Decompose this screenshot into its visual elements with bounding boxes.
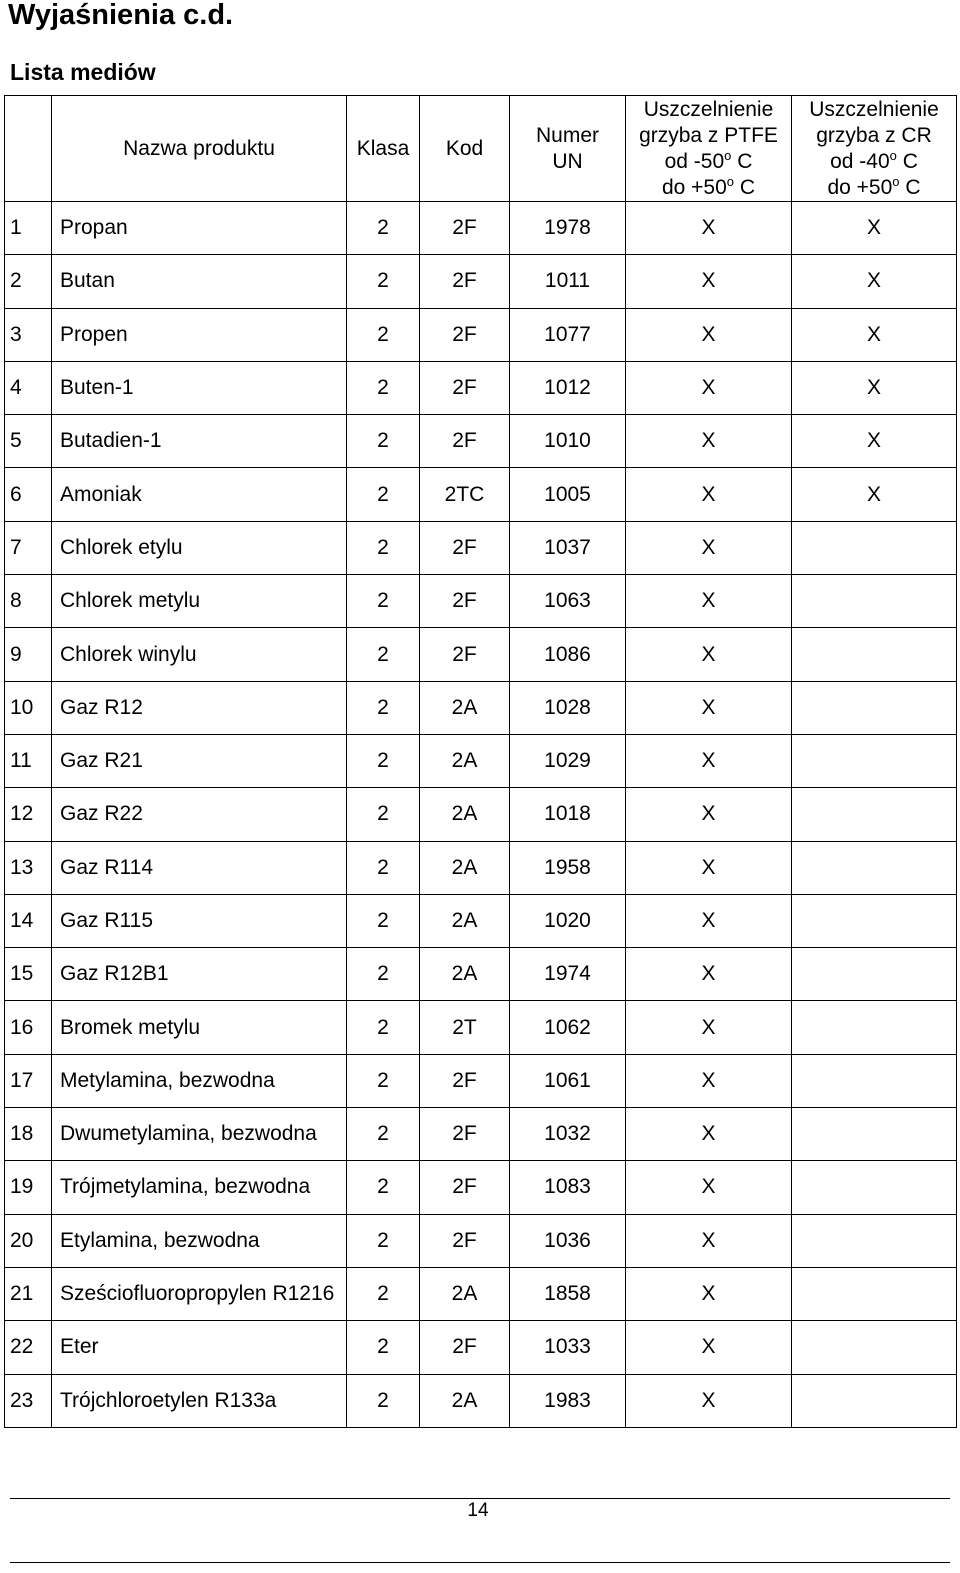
cell-un-number: 1012 xyxy=(510,361,626,414)
cell-cr-mark: X xyxy=(792,468,957,521)
cell-cr-mark xyxy=(792,575,957,628)
cell-un-number: 1858 xyxy=(510,1267,626,1320)
cell-number: 14 xyxy=(5,894,52,947)
cell-ptfe-mark: X xyxy=(626,202,792,255)
cell-number: 10 xyxy=(5,681,52,734)
cell-number: 20 xyxy=(5,1214,52,1267)
header-cr-seal xyxy=(792,96,957,202)
cell-ptfe-mark: X xyxy=(626,308,792,361)
cell-ptfe-mark: X xyxy=(626,361,792,414)
cell-un-number: 1011 xyxy=(510,255,626,308)
cell-code: 2A xyxy=(420,1267,510,1320)
cell-ptfe-mark: X xyxy=(626,1214,792,1267)
cell-ptfe-mark: X xyxy=(626,1108,792,1161)
cell-un-number: 1036 xyxy=(510,1214,626,1267)
header-un-number xyxy=(510,96,626,202)
cell-product-name: Butan xyxy=(52,255,347,308)
cell-number: 8 xyxy=(5,575,52,628)
cell-cr-mark xyxy=(792,734,957,787)
cell-class: 2 xyxy=(347,788,420,841)
cell-ptfe-mark: X xyxy=(626,788,792,841)
cell-un-number: 1033 xyxy=(510,1321,626,1374)
cell-number: 4 xyxy=(5,361,52,414)
cell-un-number: 1061 xyxy=(510,1054,626,1107)
cell-class: 2 xyxy=(347,255,420,308)
cell-number: 16 xyxy=(5,1001,52,1054)
cell-class: 2 xyxy=(347,948,420,1001)
cell-product-name: Gaz R115 xyxy=(52,894,347,947)
cell-ptfe-mark: X xyxy=(626,1321,792,1374)
header-cr-from: od -40 xyxy=(830,149,890,173)
cell-code: 2F xyxy=(420,521,510,574)
cell-cr-mark xyxy=(792,894,957,947)
cell-number: 5 xyxy=(5,415,52,468)
cell-code: 2F xyxy=(420,1054,510,1107)
header-ptfe-line2: grzyba z PTFE xyxy=(639,123,778,147)
degree-mark: o xyxy=(726,173,735,189)
table-row xyxy=(5,1321,957,1374)
cell-code: 2A xyxy=(420,841,510,894)
cell-code: 2A xyxy=(420,1374,510,1427)
cell-product-name: Sześciofluoropropylen R1216 xyxy=(52,1267,347,1320)
cell-cr-mark xyxy=(792,841,957,894)
cell-ptfe-mark: X xyxy=(626,681,792,734)
cell-product-name: Trójmetylamina, bezwodna xyxy=(52,1161,347,1214)
cell-ptfe-mark: X xyxy=(626,734,792,787)
header-ptfe-line1: Uszczelnienie xyxy=(643,97,774,121)
header-ptfe-unit: C xyxy=(731,149,753,173)
cell-number: 15 xyxy=(5,948,52,1001)
cell-number: 2 xyxy=(5,255,52,308)
cell-class: 2 xyxy=(347,1321,420,1374)
cell-ptfe-mark: X xyxy=(626,1001,792,1054)
cell-cr-mark xyxy=(792,1001,957,1054)
cell-product-name: Dwumetylamina, bezwodna xyxy=(52,1108,347,1161)
cell-cr-mark xyxy=(792,1321,957,1374)
table-row xyxy=(5,521,957,574)
cell-product-name: Gaz R12B1 xyxy=(52,948,347,1001)
cell-product-name: Gaz R22 xyxy=(52,788,347,841)
header-un-line1: Numer xyxy=(535,123,599,147)
cell-number: 3 xyxy=(5,308,52,361)
cell-un-number: 1077 xyxy=(510,308,626,361)
cell-un-number: 1063 xyxy=(510,575,626,628)
table-row xyxy=(5,1054,957,1107)
cell-un-number: 1974 xyxy=(510,948,626,1001)
cell-product-name: Bromek metylu xyxy=(52,1001,347,1054)
header-ptfe-unit: C xyxy=(734,175,756,199)
cell-product-name: Etylamina, bezwodna xyxy=(52,1214,347,1267)
table-row xyxy=(5,948,957,1001)
cell-cr-mark: X xyxy=(792,361,957,414)
cell-number: 22 xyxy=(5,1321,52,1374)
cell-class: 2 xyxy=(347,1161,420,1214)
cell-ptfe-mark: X xyxy=(626,521,792,574)
cell-cr-mark: X xyxy=(792,202,957,255)
header-number xyxy=(5,96,52,202)
cell-class: 2 xyxy=(347,894,420,947)
cell-number: 21 xyxy=(5,1267,52,1320)
cell-ptfe-mark: X xyxy=(626,468,792,521)
cell-un-number: 1032 xyxy=(510,1108,626,1161)
cell-product-name: Trójchloroetylen R133a xyxy=(52,1374,347,1427)
cell-product-name: Gaz R114 xyxy=(52,841,347,894)
cell-class: 2 xyxy=(347,1001,420,1054)
cell-product-name: Chlorek etylu xyxy=(52,521,347,574)
cell-code: 2F xyxy=(420,255,510,308)
cell-un-number: 1029 xyxy=(510,734,626,787)
header-cr-unit: C xyxy=(896,149,918,173)
cell-class: 2 xyxy=(347,202,420,255)
cell-product-name: Chlorek metylu xyxy=(52,575,347,628)
cell-un-number: 1020 xyxy=(510,894,626,947)
cell-number: 9 xyxy=(5,628,52,681)
cell-un-number: 1083 xyxy=(510,1161,626,1214)
cell-product-name: Butadien-1 xyxy=(52,415,347,468)
cell-number: 17 xyxy=(5,1054,52,1107)
cell-class: 2 xyxy=(347,628,420,681)
cell-code: 2A xyxy=(420,948,510,1001)
cell-code: 2F xyxy=(420,1108,510,1161)
table-row xyxy=(5,308,957,361)
cell-product-name: Amoniak xyxy=(52,468,347,521)
cell-code: 2F xyxy=(420,415,510,468)
cell-cr-mark xyxy=(792,1267,957,1320)
cell-ptfe-mark: X xyxy=(626,894,792,947)
cell-class: 2 xyxy=(347,575,420,628)
degree-mark: o xyxy=(889,147,897,163)
cell-class: 2 xyxy=(347,521,420,574)
cell-cr-mark xyxy=(792,1161,957,1214)
table-row xyxy=(5,361,957,414)
cell-number: 18 xyxy=(5,1108,52,1161)
cell-un-number: 1037 xyxy=(510,521,626,574)
cell-ptfe-mark: X xyxy=(626,575,792,628)
cell-product-name: Propen xyxy=(52,308,347,361)
cell-number: 12 xyxy=(5,788,52,841)
media-table-body xyxy=(5,202,957,1428)
cell-class: 2 xyxy=(347,1108,420,1161)
table-row xyxy=(5,1001,957,1054)
table-row xyxy=(5,894,957,947)
cell-product-name: Metylamina, bezwodna xyxy=(52,1054,347,1107)
table-row xyxy=(5,255,957,308)
table-row xyxy=(5,1108,957,1161)
cell-product-name: Chlorek winylu xyxy=(52,628,347,681)
table-row xyxy=(5,1267,957,1320)
header-cr-to: do +50 xyxy=(827,175,893,199)
cell-class: 2 xyxy=(347,361,420,414)
table-row xyxy=(5,734,957,787)
cell-code: 2T xyxy=(420,1001,510,1054)
cell-code: 2F xyxy=(420,361,510,414)
cell-class: 2 xyxy=(347,1054,420,1107)
table-row xyxy=(5,788,957,841)
table-row xyxy=(5,841,957,894)
cell-un-number: 1086 xyxy=(510,628,626,681)
cell-ptfe-mark: X xyxy=(626,1054,792,1107)
cell-ptfe-mark: X xyxy=(626,255,792,308)
table-row xyxy=(5,415,957,468)
media-table xyxy=(4,95,957,1428)
table-row xyxy=(5,202,957,255)
cell-code: 2A xyxy=(420,894,510,947)
cell-cr-mark xyxy=(792,948,957,1001)
cell-cr-mark xyxy=(792,1374,957,1427)
cell-code: 2TC xyxy=(420,468,510,521)
cell-number: 13 xyxy=(5,841,52,894)
cell-class: 2 xyxy=(347,734,420,787)
cell-ptfe-mark: X xyxy=(626,841,792,894)
cell-cr-mark xyxy=(792,1214,957,1267)
cell-un-number: 1010 xyxy=(510,415,626,468)
cell-product-name: Gaz R12 xyxy=(52,681,347,734)
cell-un-number: 1978 xyxy=(510,202,626,255)
cell-un-number: 1958 xyxy=(510,841,626,894)
cell-code: 2F xyxy=(420,202,510,255)
cell-code: 2F xyxy=(420,1161,510,1214)
cell-cr-mark xyxy=(792,788,957,841)
table-row xyxy=(5,681,957,734)
degree-mark: o xyxy=(892,173,900,189)
cell-class: 2 xyxy=(347,415,420,468)
cell-class: 2 xyxy=(347,841,420,894)
cell-product-name: Propan xyxy=(52,202,347,255)
cell-code: 2F xyxy=(420,628,510,681)
cell-cr-mark: X xyxy=(792,308,957,361)
cell-ptfe-mark: X xyxy=(626,1161,792,1214)
header-ptfe-from: od -50 xyxy=(664,149,725,173)
table-row xyxy=(5,628,957,681)
cell-code: 2A xyxy=(420,734,510,787)
cell-product-name: Gaz R21 xyxy=(52,734,347,787)
cell-product-name: Eter xyxy=(52,1321,347,1374)
cell-product-name: Buten-1 xyxy=(52,361,347,414)
header-ptfe-to: do +50 xyxy=(661,175,727,199)
table-header-row xyxy=(5,96,957,202)
cell-ptfe-mark: X xyxy=(626,1374,792,1427)
cell-number: 19 xyxy=(5,1161,52,1214)
cell-code: 2F xyxy=(420,1214,510,1267)
cell-un-number: 1028 xyxy=(510,681,626,734)
cell-number: 23 xyxy=(5,1374,52,1427)
table-row xyxy=(5,1214,957,1267)
cell-class: 2 xyxy=(347,1267,420,1320)
cell-un-number: 1983 xyxy=(510,1374,626,1427)
cell-un-number: 1062 xyxy=(510,1001,626,1054)
cell-code: 2F xyxy=(420,1321,510,1374)
cell-number: 11 xyxy=(5,734,52,787)
cell-class: 2 xyxy=(347,681,420,734)
header-cr-unit: C xyxy=(899,175,921,199)
header-cr-line1: Uszczelnienie xyxy=(809,97,939,121)
header-cr-line2: grzyba z CR xyxy=(816,123,932,147)
cell-number: 7 xyxy=(5,521,52,574)
cell-code: 2F xyxy=(420,575,510,628)
cell-un-number: 1018 xyxy=(510,788,626,841)
cell-code: 2F xyxy=(420,308,510,361)
cell-cr-mark xyxy=(792,521,957,574)
cell-cr-mark: X xyxy=(792,415,957,468)
cell-class: 2 xyxy=(347,308,420,361)
header-ptfe-seal xyxy=(626,96,792,202)
section-title: Lista mediów xyxy=(10,59,156,85)
footer-rule-top xyxy=(10,1498,950,1499)
table-row xyxy=(5,1374,957,1427)
cell-class: 2 xyxy=(347,1374,420,1427)
table-row xyxy=(5,575,957,628)
page-title: Wyjaśnienia c.d. xyxy=(8,0,234,31)
cell-class: 2 xyxy=(347,1214,420,1267)
cell-cr-mark xyxy=(792,1108,957,1161)
page-number: 14 xyxy=(467,1500,489,1521)
cell-class: 2 xyxy=(347,468,420,521)
cell-number: 6 xyxy=(5,468,52,521)
header-code: Kod xyxy=(420,96,510,202)
cell-number: 1 xyxy=(5,202,52,255)
footer-rule-bottom xyxy=(10,1562,950,1563)
cell-code: 2A xyxy=(420,681,510,734)
cell-cr-mark: X xyxy=(792,255,957,308)
cell-un-number: 1005 xyxy=(510,468,626,521)
header-class: Klasa xyxy=(347,96,420,202)
cell-ptfe-mark: X xyxy=(626,415,792,468)
cell-ptfe-mark: X xyxy=(626,1267,792,1320)
cell-ptfe-mark: X xyxy=(626,948,792,1001)
header-un-line2: UN xyxy=(552,149,583,173)
cell-code: 2A xyxy=(420,788,510,841)
cell-cr-mark xyxy=(792,681,957,734)
table-row xyxy=(5,1161,957,1214)
cell-cr-mark xyxy=(792,628,957,681)
table-row xyxy=(5,468,957,521)
header-product-name: Nazwa produktu xyxy=(52,96,347,202)
cell-ptfe-mark: X xyxy=(626,628,792,681)
degree-mark: o xyxy=(724,147,732,163)
cell-cr-mark xyxy=(792,1054,957,1107)
